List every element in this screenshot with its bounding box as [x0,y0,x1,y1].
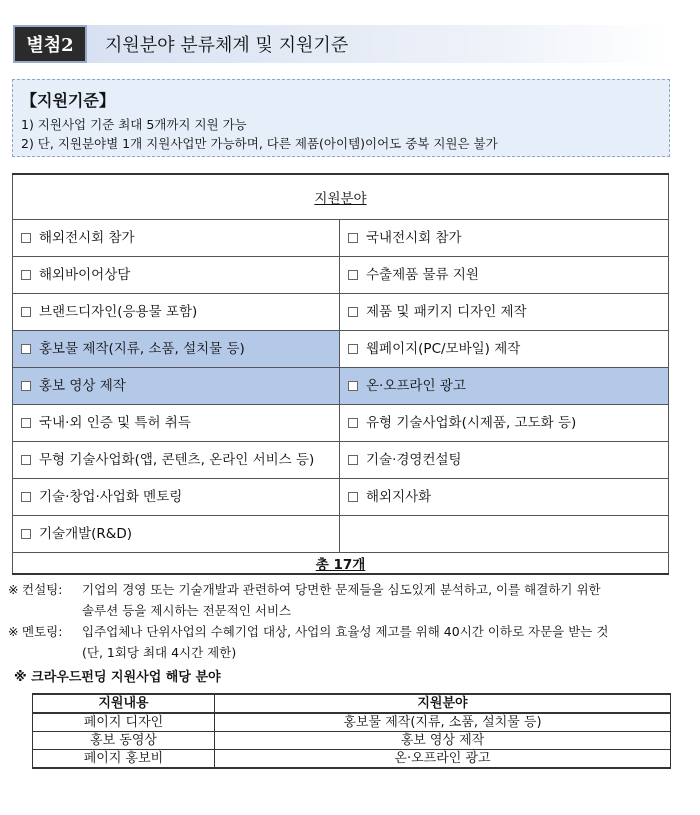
table-cell: 온·오프라인 광고 [215,750,671,769]
field-cell [340,220,669,257]
table-row [13,257,669,294]
field-cell [13,294,340,331]
checkbox-icon [348,233,358,243]
criteria-line: 2) 단, 지원분야별 1개 지원사업만 가능하며, 다른 제품(아이템)이어도 중복 지원은 불가 [21,136,498,151]
table-row [13,442,669,479]
crowd-table-header [33,694,671,713]
table-row [13,479,669,516]
checkbox-icon [21,344,31,354]
field-cell [340,405,669,442]
column-header: 지원내용 [33,694,215,713]
field-label: 해외지사화 [366,489,432,505]
table-row [33,750,671,769]
note-continuation: 솔루션 등을 제시하는 전문적인 서비스 [82,603,292,618]
note-term: 멘토링: [22,624,63,639]
field-cell [340,442,669,479]
note-consulting [8,579,678,600]
field-label: 해외바이어상담 [39,267,131,283]
table-row [13,516,669,553]
table-row [13,331,669,368]
field-cell-empty [340,516,669,553]
field-label: 기술개발(R&D) [39,526,133,542]
checkbox-icon [21,418,31,428]
checkbox-icon [21,529,31,539]
criteria-line: 1) 지원사업 기준 최대 5개까지 지원 가능 [21,117,247,132]
field-cell [340,331,669,368]
field-label: 수출제품 물류 지원 [366,267,479,283]
checkbox-icon [21,307,31,317]
field-label: 유형 기술사업화(시제품, 고도화 등) [366,415,577,431]
checkbox-icon [348,381,358,391]
field-label: 국내전시회 참가 [366,230,462,246]
field-label: 국내·외 인증 및 특허 취득 [39,415,191,431]
criteria-title: 【지원기준】 [21,91,115,110]
section-title: 지원분야 분류체계 및 지원기준 [87,25,670,63]
crowd-section-title: ※ 크라우드펀딩 지원사업 해당 분야 [14,670,221,685]
table-cell: 홍보 동영상 [33,732,215,750]
table-row [33,732,671,750]
checkbox-icon [348,492,358,502]
criteria-box [12,79,670,157]
field-label: 홍보물 제작(지류, 소품, 설치물 등) [39,341,245,357]
field-label: 온·오프라인 광고 [366,378,466,394]
checkbox-icon [21,233,31,243]
table-cell: 페이지 디자인 [33,713,215,732]
attachment-badge: 별첨2 [13,25,87,63]
total-label: 총 17개 [315,557,366,573]
checkbox-icon [21,455,31,465]
table-row [13,294,669,331]
note-text: 입주업체나 단위사업의 수혜기업 대상, 사업의 효율성 제고를 위해 40시간 이하로 자문을 받는 것 [82,624,609,639]
field-cell [340,294,669,331]
section-header [10,22,670,66]
fields-table-header [13,174,669,220]
note-continuation: (단, 1회당 최대 4시간 제한) [82,645,237,660]
field-cell [13,257,340,294]
field-label: 웹페이지(PC/모바일) 제작 [366,341,521,357]
field-cell [13,479,340,516]
table-row [13,220,669,257]
note-term: 컨설팅: [22,582,63,597]
field-label: 무형 기술사업화(앱, 콘텐츠, 온라인 서비스 등) [39,452,315,468]
field-cell [13,220,340,257]
field-cell-highlighted [13,368,340,405]
field-label: 제품 및 패키지 디자인 제작 [366,304,527,320]
fields-header-label: 지원분야 [314,191,367,207]
checkbox-icon [21,381,31,391]
checkbox-icon [348,307,358,317]
field-cell [13,516,340,553]
field-label: 브랜드디자인(응용물 포함) [39,304,198,320]
field-cell [340,479,669,516]
table-cell: 홍보 영상 제작 [215,732,671,750]
note-mentoring [8,621,678,642]
checkbox-icon [348,270,358,280]
note-text: 기업의 경영 또는 기술개발과 관련하여 당면한 문제들을 심도있게 분석하고, 이를 해결하기 위한 [82,582,601,597]
field-label: 홍보 영상 제작 [39,378,126,394]
note-mark: ※ [8,582,19,597]
field-label: 기술·창업·사업화 멘토링 [39,489,183,505]
field-cell-highlighted [340,368,669,405]
note-mark: ※ [8,624,19,639]
field-cell [13,442,340,479]
total-row [13,553,669,575]
checkbox-icon [21,270,31,280]
field-cell-highlighted [13,331,340,368]
checkbox-icon [21,492,31,502]
field-cell [13,405,340,442]
notes [8,579,678,663]
field-label: 해외전시회 참가 [39,230,135,246]
table-row [13,368,669,405]
column-header: 지원분야 [215,694,671,713]
table-row [13,405,669,442]
checkbox-icon [348,455,358,465]
table-cell: 홍보물 제작(지류, 소품, 설치물 등) [215,713,671,732]
field-label: 기술·경영컨설팅 [366,452,462,468]
crowd-table [32,693,671,769]
checkbox-icon [348,344,358,354]
checkbox-icon [348,418,358,428]
field-cell [340,257,669,294]
table-cell: 페이지 홍보비 [33,750,215,769]
fields-table [12,173,669,575]
table-row [33,713,671,732]
